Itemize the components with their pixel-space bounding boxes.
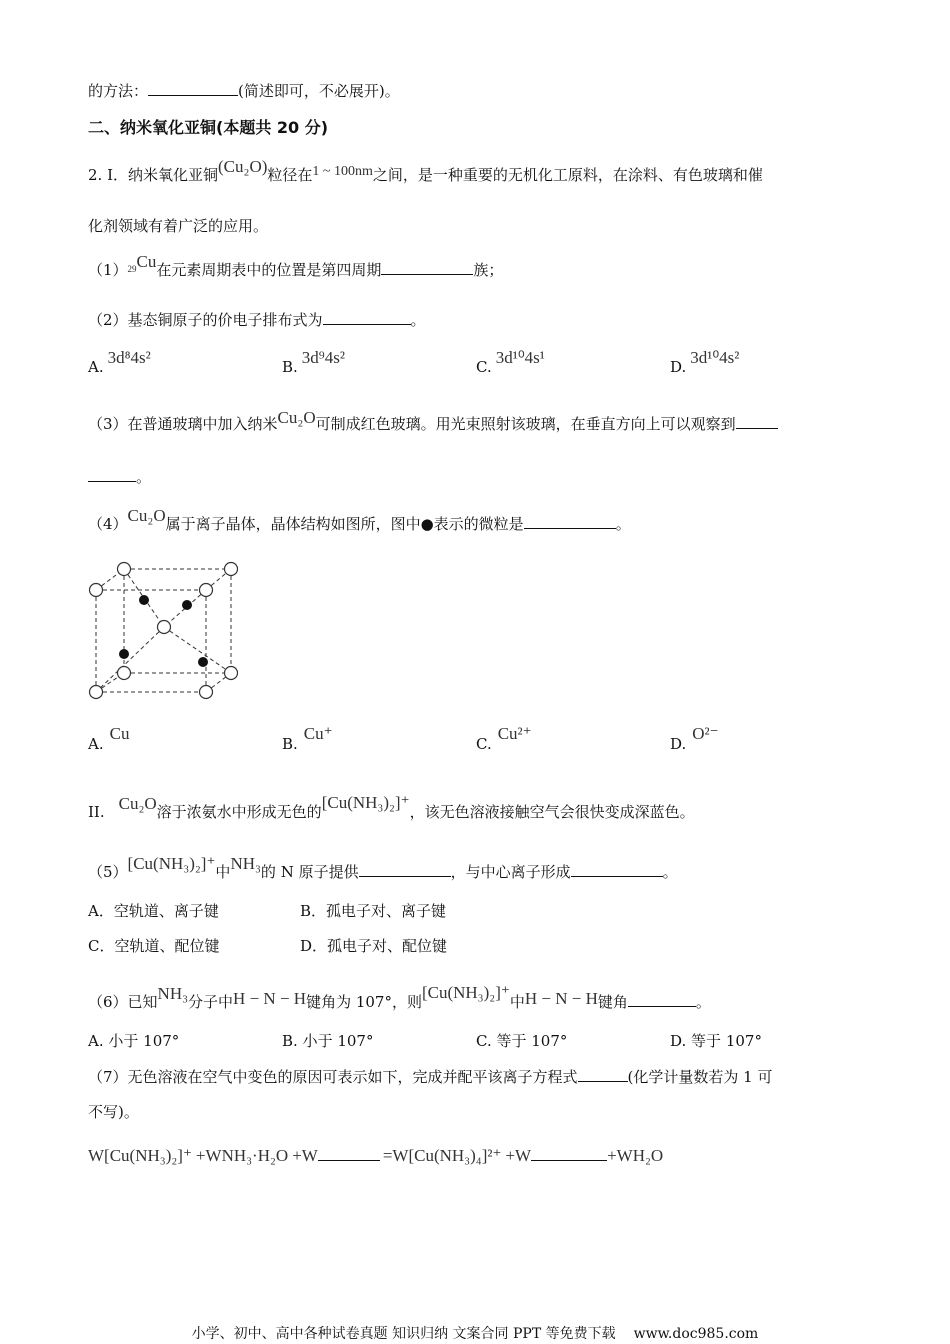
option-d[interactable]: D. 3d¹⁰4s² — [670, 348, 740, 376]
page-footer: 小学、初中、高中各种试卷真题 知识归纳 文案合同 PPT 等免费下载 www.doc985.com — [191, 1326, 759, 1342]
option-a[interactable]: A. 小于 107° — [88, 1032, 180, 1050]
q7-line1: （7）无色溶液在空气中变色的原因可表示如下，完成并配平该离子方程式 (化学计量数若为 1 可 — [88, 1068, 773, 1086]
option-d[interactable]: D. 等于 107° — [670, 1032, 762, 1050]
answer-blank[interactable] — [359, 861, 451, 877]
answer-blank[interactable] — [323, 309, 411, 325]
option-a[interactable]: A.Cu — [88, 724, 130, 753]
option-c[interactable]: C. 3d¹⁰4s¹ — [476, 348, 545, 376]
coef-box[interactable]: W — [205, 1146, 222, 1165]
lattice-open-atom — [158, 621, 171, 634]
lattice-open-atom — [118, 563, 131, 576]
answer-blank[interactable] — [524, 513, 616, 529]
lattice-filled-atom — [119, 649, 129, 659]
part-ii-line: II. Cu₂O溶于浓氨水中形成无色的[Cu(NH₃)₂]⁺，该无色溶液接触空气会很快变成深蓝色。 — [88, 793, 695, 821]
lattice-open-atom — [200, 686, 213, 699]
option-d[interactable]: D．孤电子对、配位键 — [300, 937, 448, 955]
q2-intro-line2: 化剂领域有着广泛的应用。 — [88, 217, 269, 235]
intro-line: 的方法： (简述即可，不必展开)。 — [88, 82, 400, 100]
coef-box[interactable]: W — [88, 1146, 105, 1165]
lattice-open-atom — [225, 667, 238, 680]
option-b[interactable]: B. 3d⁹4s² — [282, 348, 345, 376]
section-title: 二、纳米氧化亚铜(本题共 20 分) — [88, 118, 329, 137]
lattice-open-atom — [90, 584, 103, 597]
answer-blank[interactable] — [381, 259, 473, 275]
coef-box[interactable]: W — [392, 1146, 409, 1165]
footer-link[interactable]: www.doc985.com — [633, 1326, 759, 1342]
option-c[interactable]: C．空轨道、配位键 — [88, 937, 220, 955]
answer-blank[interactable] — [578, 1066, 628, 1082]
q4-line: （4）Cu₂O属于离子晶体，晶体结构如图所，图中●表示的微粒是 。 — [88, 506, 631, 533]
answer-blank[interactable] — [318, 1145, 380, 1161]
option-b[interactable]: B. 小于 107° — [282, 1032, 374, 1050]
answer-blank[interactable] — [628, 991, 696, 1007]
option-a[interactable]: A．空轨道、离子键 — [88, 902, 219, 920]
coef-box[interactable]: W — [515, 1146, 532, 1165]
crystal-structure-diagram — [84, 558, 244, 704]
option-b[interactable]: B.Cu⁺ — [282, 724, 333, 753]
lattice-filled-atom — [198, 657, 208, 667]
q5-line: （5）[Cu(NH₃)₂]⁺中NH₃的 N 原子提供 ，与中心离子形成 。 — [88, 854, 678, 881]
answer-blank[interactable] — [571, 861, 663, 877]
q7-line2: 不写)。 — [88, 1103, 139, 1121]
lattice-open-atom — [90, 686, 103, 699]
lattice-filled-atom — [139, 595, 149, 605]
lattice-filled-atom — [182, 600, 192, 610]
option-b[interactable]: B．孤电子对、离子键 — [300, 902, 447, 920]
ion-equation: W[Cu(NH₃)₂]⁺ +WNH₃·H₂O +W =W[Cu(NH₃)₄]²⁺ +W +WH₂O — [88, 1146, 664, 1165]
answer-blank[interactable] — [88, 466, 136, 482]
option-d[interactable]: D.O²⁻ — [670, 724, 719, 753]
answer-blank[interactable] — [531, 1145, 607, 1161]
q1-line: $(1)^{29}Cu$在元素周期表中的位置是第四周期 族； — [88, 252, 504, 279]
option-c[interactable]: C. 等于 107° — [476, 1032, 568, 1050]
q2-intro: 2. I．纳米氧化亚铜(Cu₂O)粒径在1 ~ 100nm之间，是一种重要的无机化工原料，在涂料、有色玻璃和催 — [88, 157, 763, 184]
option-a[interactable]: A. 3d⁸4s² — [88, 348, 151, 376]
q3-line2: 。 — [88, 466, 151, 488]
q3-line: （3）在普通玻璃中加入纳米Cu₂O可制成红色玻璃。用光束照射该玻璃，在垂直方向上可以观察到 — [88, 413, 778, 435]
answer-blank[interactable] — [148, 80, 238, 96]
q6-line: （6）已知NH₃分子中H − N − H键角为 107°，则[Cu(NH₃)₂]⁺中H − N − H键角 。 — [88, 983, 711, 1011]
option-c[interactable]: C.Cu²⁺ — [476, 724, 532, 753]
lattice-open-atom — [118, 667, 131, 680]
coef-box[interactable]: W — [616, 1146, 633, 1165]
lattice-open-atom — [225, 563, 238, 576]
coef-box[interactable]: W — [301, 1146, 318, 1165]
q2b-line: （2）基态铜原子的价电子排布式为 。 — [88, 311, 426, 329]
lattice-open-atom — [200, 584, 213, 597]
answer-blank[interactable] — [736, 413, 778, 429]
